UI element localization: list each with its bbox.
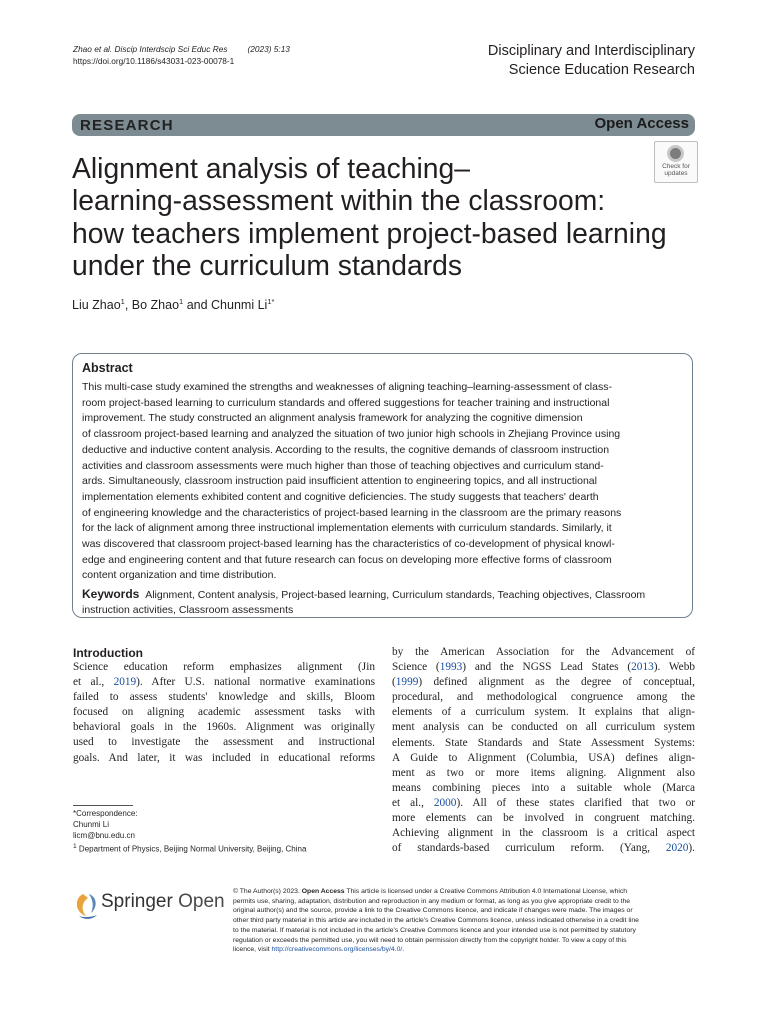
author-name[interactable]: Liu Zhao bbox=[72, 298, 121, 313]
body-line: (1999) defined alignment as the degree of conceptual, bbox=[392, 676, 695, 689]
body-line: behavioral goals in the 1960s. Alignment was originally bbox=[73, 721, 375, 734]
abstract-heading: Abstract bbox=[82, 361, 133, 375]
body-line: Science education reform emphasizes alignment (Jin bbox=[73, 661, 375, 673]
body-line: by the American Association for the Advancement of bbox=[392, 646, 695, 658]
corresponding-email[interactable]: licm@bnu.edu.cn bbox=[73, 831, 135, 840]
citation-link[interactable]: 2019 bbox=[113, 676, 137, 689]
citation-link[interactable]: 2000 bbox=[433, 796, 457, 809]
check-for-updates-button[interactable] bbox=[654, 141, 698, 183]
body-line: used to investigate the assessment and instructional bbox=[73, 736, 375, 749]
author-name[interactable]: Chunmi Li bbox=[211, 298, 268, 313]
body-line: et al., 2000). All of these states clarified that two or bbox=[392, 796, 696, 809]
abstract-line: implementation elements exhibited content and cognitive deficiencies. The study suggests that teachers' dearth bbox=[82, 490, 599, 503]
title-line: how teachers implement project-based learning bbox=[72, 216, 667, 249]
journal-name-line1: Disciplinary and Interdisciplinary bbox=[487, 43, 695, 59]
article-type-label: RESEARCH bbox=[80, 117, 174, 134]
abstract-line: activities and classroom assessments were much higher than those of teaching objectives and curriculum stand- bbox=[82, 459, 604, 472]
title-line: Alignment analysis of teaching– bbox=[72, 152, 470, 184]
body-line: A Guide to Alignment (Columbia, USA) defines align- bbox=[392, 751, 695, 764]
author-list: Liu Zhao$^1$, Bo Zhao$^1$ and Chunmi $Li^{1*}$ bbox=[72, 297, 275, 313]
abstract-line: ards. Simultaneously, classroom instruction paid insufficient attention to engineering topics, and all instructional bbox=[82, 475, 597, 488]
correspondence-label: *Correspondence: bbox=[73, 809, 138, 818]
abstract-line: room project-based learning to curriculum standards and offered suggestions for teacher training and instructional bbox=[82, 396, 610, 409]
check-updates-icon bbox=[667, 145, 684, 162]
introduction-heading: Introduction bbox=[73, 646, 143, 660]
citation-link[interactable]: 2013 bbox=[631, 661, 654, 674]
body-line: of standards-based curriculum reform. (Yang, 2020). bbox=[392, 842, 695, 855]
body-line: ment analysis can be conducted on all curriculum system bbox=[392, 721, 695, 734]
citation-link[interactable]: 1993 bbox=[439, 661, 463, 674]
journal-name bbox=[375, 42, 695, 80]
affiliation: $^1$ Department of Physics, Beijing Normal University, Beijing, China bbox=[73, 843, 307, 854]
abstract-text bbox=[82, 380, 682, 584]
running-head-volume: (2023) 5:13 bbox=[247, 44, 290, 54]
license-statement: © The Author(s) 2023. Open Access This article is licensed under a Creative Commons Attribution 4.0 International License, which permits use, sharing, adaptation, distribution and reproduction in any medium or format, as long as you give appropriate credit to the original author(s) and the source, provide a link to the Creative Commons licence, and indicate if changes were made. The images or other third party material in this article are included in the article's Creative Commons licence, unless indicated otherwise in a credit line to the material. If material is not included in the article's Creative Commons licence and your intended use is not permitted by statutory regulation or exceeds the permitted use, you will need to obtain permission directly from the copyright holder. To view a copy of this licence, visit http://creativecommons.org/licenses/by/4.0/. bbox=[233, 888, 639, 954]
abstract-line: edge and engineering content and that future research can focus on developing more effective forms of classroom bbox=[82, 553, 612, 566]
author-name[interactable]: Bo Zhao bbox=[131, 298, 180, 313]
license-link[interactable]: http://creativecommons.org/licenses/by/4.0/ bbox=[271, 946, 403, 954]
citation-link[interactable]: 1999 bbox=[395, 676, 419, 689]
keywords-list: Alignment, Content analysis, Project-based learning, Curriculum standards, Teaching objectives, Classroom bbox=[145, 589, 646, 601]
body-line: elements of a curriculum system. It explains that align- bbox=[392, 706, 695, 719]
abstract-line: was discovered that classroom project-based learning has the characteristics of co-development of physical knowl- bbox=[82, 538, 615, 551]
abstract-line: for the lack of alignment among three instructional implementation elements with curriculum standards. Similarly, it bbox=[82, 522, 612, 535]
article-title bbox=[72, 152, 667, 281]
keywords-label: Keywords bbox=[82, 587, 140, 601]
open-access-label: Open Access bbox=[594, 115, 689, 132]
abstract-line: improvement. The study constructed an alignment analysis framework for analyzing the cognitive dimension bbox=[82, 412, 583, 425]
keywords bbox=[82, 587, 682, 618]
abstract-box bbox=[72, 353, 693, 618]
running-head bbox=[73, 43, 290, 67]
abstract-line: This multi-case study examined the strengths and weaknesses of aligning teaching–learning-assessment of class- bbox=[82, 381, 612, 393]
doi-link[interactable]: https://doi.org/10.1186/s43031-023-00078-1 bbox=[73, 56, 235, 66]
abstract-line: of engineering knowledge and the characteristics of project-based learning in the classroom are the primary reasons bbox=[82, 506, 622, 519]
publisher-name: Springer Open bbox=[101, 891, 225, 912]
body-line: Achieving alignment in the classroom is a critical aspect bbox=[392, 827, 695, 840]
running-head-journal: Zhao et al. Discip Interdscip Sci Educ Res bbox=[73, 44, 228, 54]
correspondence-footnote bbox=[73, 808, 306, 855]
journal-name-line2: Science Education Research bbox=[508, 62, 695, 78]
footnote-divider bbox=[73, 805, 133, 806]
body-line: more elements can be involved in congruent matching. bbox=[392, 812, 695, 825]
body-line: means combining pieces into a suitable whole (Marca bbox=[392, 781, 695, 794]
left-column-text bbox=[73, 660, 375, 766]
corresponding-author: Chunmi Li bbox=[73, 820, 110, 829]
abstract-line: deductive and inductive content analysis. According to the results, the cognitive demands of classroom instruction bbox=[82, 443, 610, 456]
body-line: elements. State Standards and State Assessment Systems: bbox=[392, 736, 695, 749]
article-type-banner bbox=[72, 114, 695, 136]
title-line: learning-assessment within the classroom: bbox=[72, 184, 606, 217]
right-column-text bbox=[392, 645, 695, 856]
body-line: procedural, and methodological congruence among the bbox=[392, 691, 695, 704]
keywords-list: instruction activities, Classroom assessments bbox=[82, 604, 294, 616]
body-line: focused on aligning academic assessment tasks with bbox=[73, 706, 375, 719]
body-line: goals. And later, it was included in educational reforms bbox=[73, 751, 375, 764]
abstract-line: of classroom project-based learning and analyzed the situation of two junior high schools in Zhejiang Province using bbox=[82, 428, 621, 441]
body-line: et al., 2019). After U.S. national normative examinations bbox=[73, 676, 375, 689]
body-line: Science (1993) and the NGSS Lead States (2013). Webb bbox=[392, 661, 695, 674]
body-line: ment as two or more items aligning. Alignment also bbox=[392, 766, 695, 779]
abstract-line: content organization and time distribution. bbox=[82, 569, 277, 582]
check-updates-label: Check for updates bbox=[662, 163, 690, 177]
citation-link[interactable]: 2020 bbox=[665, 842, 689, 855]
body-line: failed to assess students' knowledge and skills, Bloom bbox=[73, 691, 375, 704]
title-line: under the curriculum standards bbox=[72, 248, 463, 281]
